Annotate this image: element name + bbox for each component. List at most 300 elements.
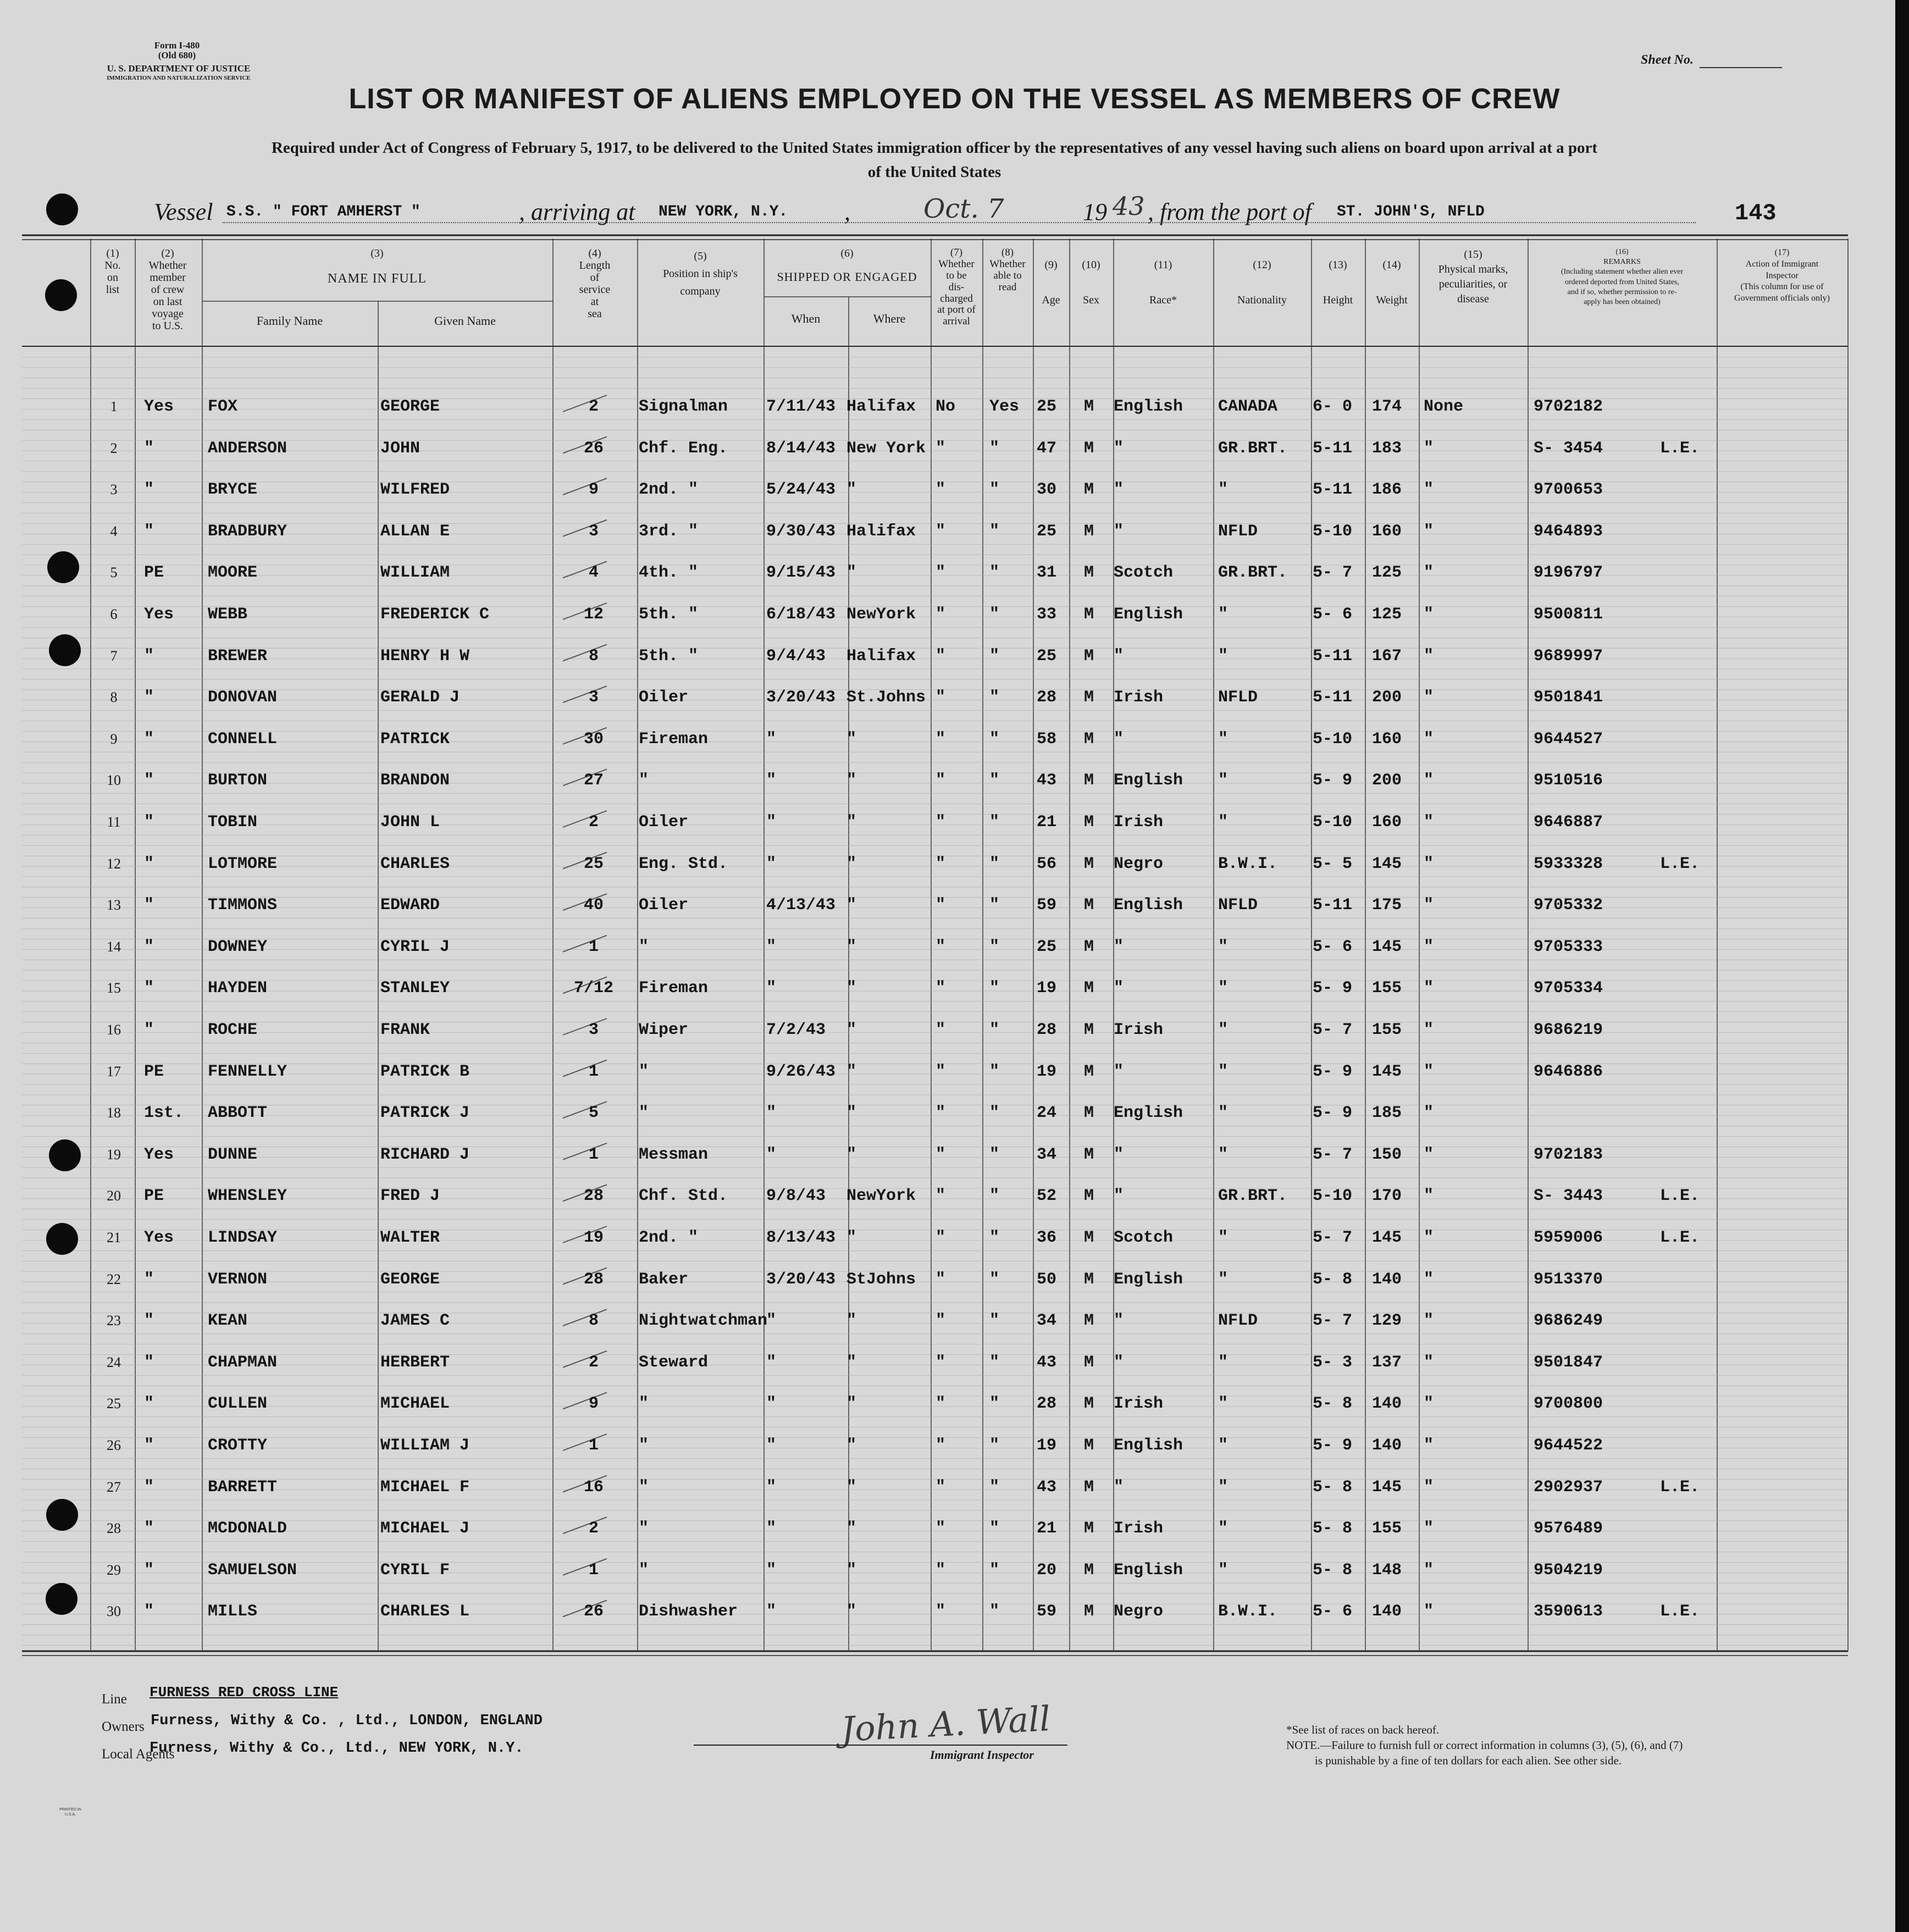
table-row	[0, 398, 1909, 417]
cell-sex: M	[1084, 646, 1094, 666]
arrival-date: Oct. 7	[923, 193, 1004, 224]
cell-given: GEORGE	[380, 1270, 440, 1289]
cell-age: 31	[1037, 563, 1057, 583]
cell-position: Steward	[639, 1353, 709, 1372]
cell-service: 1	[588, 1560, 599, 1580]
cell-read: Yes	[989, 397, 1020, 416]
cell-given: JAMES C	[380, 1311, 450, 1331]
cell-race: English	[1114, 771, 1183, 790]
cell-member: "	[144, 522, 154, 541]
cell-where: "	[846, 1394, 857, 1414]
cell-weight: 145	[1372, 937, 1402, 956]
cell-height: 5-11	[1313, 480, 1353, 500]
cell-member: "	[144, 1270, 154, 1289]
header-col-13: (13) Height	[1323, 259, 1353, 306]
cell-disch: "	[936, 1062, 946, 1081]
cell-given: GEORGE	[380, 397, 440, 416]
cell-when: 9/15/43	[766, 563, 836, 583]
cell-family: ABBOTT	[208, 1104, 268, 1123]
cell-sex: M	[1084, 605, 1094, 624]
local-agents-value: Furness, Withy & Co., Ltd., NEW YORK, N.Y.	[150, 1740, 524, 1757]
cell-marks: "	[1424, 1062, 1434, 1081]
line-value: FURNESS RED CROSS LINE	[150, 1684, 339, 1701]
table-row	[0, 856, 1909, 874]
cell-nat: "	[1218, 813, 1229, 832]
cell-service: 4	[588, 563, 599, 583]
row-number: 8	[110, 689, 118, 706]
table-row	[0, 523, 1909, 542]
cell-nat: "	[1218, 1394, 1229, 1414]
cell-sex: M	[1084, 1560, 1094, 1580]
cell-disch: "	[936, 1602, 946, 1621]
cell-given: FRANK	[380, 1021, 430, 1039]
cell-race: "	[1114, 1353, 1124, 1372]
cell-weight: 186	[1372, 480, 1402, 500]
cell-read: "	[989, 522, 1000, 541]
cell-given: PATRICK	[380, 729, 450, 749]
cell-age: 34	[1037, 1145, 1057, 1164]
cell-remarks: 9576489	[1534, 1519, 1603, 1538]
header-col-5: (5) Position in ship's company	[663, 250, 738, 297]
cell-where: Halifax	[846, 397, 916, 416]
cell-member: "	[144, 1477, 154, 1497]
cell-position: "	[639, 771, 649, 790]
cell-member: "	[144, 937, 154, 956]
cell-nat: "	[1218, 1560, 1229, 1580]
cell-given: CYRIL F	[380, 1560, 450, 1580]
cell-sex: M	[1084, 1436, 1094, 1455]
cell-age: 52	[1037, 1187, 1057, 1206]
header-col-4: (4) Length of service at sea	[579, 247, 611, 320]
row-number: 27	[107, 1479, 121, 1495]
cell-disch: "	[936, 1519, 946, 1538]
cell-when: "	[766, 1311, 777, 1331]
cell-race: English	[1114, 1270, 1183, 1289]
cell-member: "	[144, 1021, 154, 1039]
cell-position: Wiper	[639, 1021, 689, 1039]
cell-given: WILLIAM	[380, 563, 450, 583]
header-name-in-full: NAME IN FULL	[328, 272, 427, 286]
cell-position: Messman	[639, 1145, 709, 1164]
cell-service: 3	[588, 1021, 599, 1039]
cell-nat: "	[1218, 1062, 1229, 1081]
cell-height: 5-10	[1313, 729, 1353, 749]
cell-weight: 175	[1372, 896, 1402, 915]
cell-weight: 155	[1372, 1519, 1402, 1538]
inspector-signature: John A. Wall	[840, 1698, 1052, 1750]
row-number: 30	[107, 1603, 121, 1620]
table-row	[0, 1354, 1909, 1373]
cell-remarks: 9702183	[1534, 1145, 1603, 1164]
table-row	[0, 1437, 1909, 1456]
cell-read: "	[989, 1104, 1000, 1123]
cell-sex: M	[1084, 480, 1094, 500]
cell-nat: NFLD	[1218, 688, 1258, 707]
cell-position: 2nd. "	[639, 1228, 699, 1247]
cell-where: "	[846, 1145, 857, 1164]
header-col-10: (10) Sex	[1082, 259, 1100, 306]
cell-remarks: S- 3454	[1534, 439, 1603, 458]
row-number: 23	[107, 1313, 121, 1329]
cell-age: 28	[1037, 1021, 1057, 1039]
cell-remarks: 3590613	[1534, 1602, 1603, 1621]
cell-service: 25	[583, 854, 604, 873]
cell-when: 3/20/43	[766, 1270, 836, 1289]
cell-family: ANDERSON	[208, 439, 287, 458]
cell-read: "	[989, 1353, 1000, 1372]
cell-sex: M	[1084, 1062, 1094, 1081]
cell-given: PATRICK J	[380, 1104, 470, 1123]
row-number: 26	[107, 1437, 121, 1453]
list-number: 143	[1735, 200, 1777, 226]
cell-weight: 183	[1372, 439, 1402, 458]
row-number: 19	[107, 1146, 121, 1162]
cell-member: PE	[144, 1062, 164, 1081]
local-agents-label: Local Agents	[102, 1747, 175, 1762]
cell-disch: "	[936, 1311, 946, 1331]
cell-member: PE	[144, 563, 164, 583]
cell-remarks: 9644522	[1534, 1436, 1603, 1455]
cell-sex: M	[1084, 397, 1094, 416]
cell-when: "	[766, 937, 777, 956]
punch-hole	[49, 634, 81, 666]
cell-nat: "	[1218, 937, 1229, 956]
arriving-label: , arriving at	[519, 198, 635, 225]
cell-weight: 145	[1372, 1477, 1402, 1497]
cell-height: 5- 8	[1313, 1560, 1353, 1580]
cell-race: Irish	[1114, 1519, 1164, 1538]
cell-weight: 148	[1372, 1560, 1402, 1580]
cell-disch: "	[936, 729, 946, 749]
punch-hole	[46, 1583, 78, 1615]
cell-member: "	[144, 1394, 154, 1414]
cell-nat: "	[1218, 1228, 1229, 1247]
cell-height: 5- 7	[1313, 563, 1353, 583]
cell-disch: "	[936, 439, 946, 458]
cell-sex: M	[1084, 937, 1094, 956]
cell-family: TIMMONS	[208, 896, 278, 915]
cell-position: Signalman	[639, 397, 728, 416]
cell-family: DONOVAN	[208, 688, 278, 707]
cell-age: 36	[1037, 1228, 1057, 1247]
cell-race: Scotch	[1114, 563, 1174, 583]
cell-read: "	[989, 1062, 1000, 1081]
cell-marks: "	[1424, 1602, 1434, 1621]
table-row	[0, 648, 1909, 667]
cell-height: 5-11	[1313, 896, 1353, 915]
cell-sex: M	[1084, 896, 1094, 915]
cell-position: Chf. Eng.	[639, 439, 728, 458]
cell-family: HAYDEN	[208, 979, 268, 998]
cell-nat: "	[1218, 729, 1229, 749]
cell-position: "	[639, 1062, 649, 1081]
cell-read: "	[989, 1560, 1000, 1580]
cell-disch: "	[936, 605, 946, 624]
cell-remarks: 9644527	[1534, 729, 1603, 749]
row-number: 6	[110, 606, 118, 622]
cell-family: CROTTY	[208, 1436, 268, 1455]
cell-weight: 155	[1372, 979, 1402, 998]
header-col-1: (1) No. on list	[104, 247, 121, 296]
department-label: U. S. DEPARTMENT OF JUSTICE	[107, 63, 251, 74]
inspector-label: Immigrant Inspector	[930, 1748, 1034, 1762]
row-number: 5	[110, 564, 118, 581]
cell-when: 6/18/43	[766, 605, 836, 624]
row-number: 22	[107, 1271, 121, 1287]
cell-service: 3	[588, 522, 599, 541]
scan-border-right	[1895, 0, 1909, 1932]
table-row	[0, 481, 1909, 500]
cell-disch: "	[936, 1477, 946, 1497]
cell-read: "	[989, 813, 1000, 832]
cell-remarks: 5959006	[1534, 1228, 1603, 1247]
cell-given: WALTER	[380, 1228, 440, 1247]
cell-disch: "	[936, 854, 946, 873]
cell-given: JOHN	[380, 439, 420, 458]
cell-marks: "	[1424, 1560, 1434, 1580]
cell-age: 33	[1037, 605, 1057, 624]
punch-hole	[45, 279, 77, 311]
cell-le: L.E.	[1660, 1602, 1700, 1621]
row-number: 3	[110, 481, 118, 498]
cell-family: MOORE	[208, 563, 258, 583]
service-label: IMMIGRATION AND NATURALIZATION SERVICE	[107, 75, 251, 81]
cell-remarks: 9510516	[1534, 771, 1603, 790]
cell-position: "	[639, 1477, 649, 1497]
row-number: 14	[107, 938, 121, 955]
cell-height: 6- 0	[1313, 397, 1353, 416]
cell-given: HERBERT	[380, 1353, 450, 1372]
cell-when: "	[766, 1145, 777, 1164]
cell-disch: "	[936, 1353, 946, 1372]
cell-read: "	[989, 771, 1000, 790]
cell-where: "	[846, 480, 857, 500]
cell-height: 5- 6	[1313, 1602, 1353, 1621]
cell-service: 28	[583, 1187, 604, 1206]
cell-marks: "	[1424, 1270, 1434, 1289]
comma-1: ,	[844, 198, 850, 225]
cell-marks: "	[1424, 1187, 1434, 1206]
cell-given: JOHN L	[380, 813, 440, 832]
cell-service: 2	[588, 397, 599, 416]
header-shipped-engaged: SHIPPED OR ENGAGED	[777, 270, 917, 284]
cell-weight: 150	[1372, 1145, 1402, 1164]
cell-le: L.E.	[1660, 1187, 1700, 1206]
cell-nat: NFLD	[1218, 896, 1258, 915]
cell-nat: NFLD	[1218, 1311, 1258, 1331]
row-number: 29	[107, 1562, 121, 1578]
cell-position: 5th. "	[639, 605, 699, 624]
cell-nat: "	[1218, 646, 1229, 666]
cell-nat: "	[1218, 1436, 1229, 1455]
cell-sex: M	[1084, 813, 1094, 832]
cell-remarks: 9464893	[1534, 522, 1603, 541]
arriving-port: NEW YORK, N.Y.	[659, 203, 788, 220]
cell-disch: "	[936, 937, 946, 956]
cell-member: "	[144, 813, 154, 832]
cell-where: StJohns	[846, 1270, 916, 1289]
cell-height: 5- 9	[1313, 979, 1353, 998]
row-number: 20	[107, 1188, 121, 1204]
cell-read: "	[989, 605, 1000, 624]
header-col-2: (2) Whether member of crew on last voyage to U.S.	[148, 247, 187, 332]
cell-member: "	[144, 1311, 154, 1331]
cell-position: Dishwasher	[639, 1602, 738, 1621]
cell-service: 2	[588, 813, 599, 832]
cell-where: "	[846, 1021, 857, 1039]
header-given-name: Given Name	[434, 314, 496, 328]
cell-disch: "	[936, 1021, 946, 1039]
cell-le: L.E.	[1660, 1228, 1700, 1247]
cell-when: 4/13/43	[766, 896, 836, 915]
cell-read: "	[989, 1436, 1000, 1455]
cell-read: "	[989, 937, 1000, 956]
cell-disch: "	[936, 1187, 946, 1206]
table-row	[0, 1147, 1909, 1165]
cell-height: 5- 5	[1313, 854, 1353, 873]
cell-age: 59	[1037, 1602, 1057, 1621]
row-number: 11	[107, 814, 121, 830]
cell-service: 1	[588, 1145, 599, 1164]
cell-race: "	[1114, 729, 1124, 749]
cell-height: 5- 6	[1313, 605, 1353, 624]
table-row	[0, 440, 1909, 459]
cell-weight: 170	[1372, 1187, 1402, 1206]
cell-family: WHENSLEY	[208, 1187, 287, 1206]
cell-where: "	[846, 854, 857, 873]
header-col-16: (16) REMARKS (Including statement whether alien ever ordered deported from United States, and if so, whether permission to re- apply has been obtained)	[1561, 248, 1684, 306]
cell-family: LOTMORE	[208, 854, 278, 873]
line-label: Line	[102, 1692, 127, 1707]
cell-read: "	[989, 729, 1000, 749]
punch-hole	[46, 1499, 78, 1531]
cell-service: 9	[588, 480, 599, 500]
cell-race: "	[1114, 439, 1124, 458]
cell-given: ALLAN E	[380, 522, 450, 541]
header-col-12: (12) Nationality	[1237, 259, 1287, 306]
cell-height: 5-10	[1313, 813, 1353, 832]
cell-height: 5-11	[1313, 688, 1353, 707]
cell-service: 28	[583, 1270, 604, 1289]
cell-height: 5-11	[1313, 439, 1353, 458]
cell-given: BRANDON	[380, 771, 450, 790]
cell-race: Negro	[1114, 1602, 1164, 1621]
cell-service: 26	[583, 439, 604, 458]
cell-read: "	[989, 1394, 1000, 1414]
cell-marks: "	[1424, 729, 1434, 749]
cell-service: 1	[588, 937, 599, 956]
header-where: Where	[873, 312, 906, 325]
cell-race: Irish	[1114, 1021, 1164, 1039]
cell-disch: "	[936, 1560, 946, 1580]
cell-read: "	[989, 480, 1000, 500]
cell-age: 34	[1037, 1311, 1057, 1331]
cell-read: "	[989, 1519, 1000, 1538]
cell-read: "	[989, 1228, 1000, 1247]
cell-position: "	[639, 937, 649, 956]
cell-remarks: 5933328	[1534, 854, 1603, 873]
cell-family: FOX	[208, 397, 238, 416]
cell-service: 8	[588, 1311, 599, 1331]
cell-age: 19	[1037, 979, 1057, 998]
cell-marks: "	[1424, 1436, 1434, 1455]
punch-hole	[46, 193, 78, 225]
cell-nat: B.W.I.	[1218, 854, 1278, 873]
cell-race: Scotch	[1114, 1228, 1174, 1247]
cell-height: 5-10	[1313, 522, 1353, 541]
cell-disch: "	[936, 522, 946, 541]
printer-mark: PRINTED IN U.S.A.	[59, 1808, 81, 1817]
cell-read: "	[989, 1602, 1000, 1621]
cell-where: "	[846, 771, 857, 790]
cell-read: "	[989, 439, 1000, 458]
cell-given: STANLEY	[380, 979, 450, 998]
cell-race: "	[1114, 1145, 1124, 1164]
cell-service: 1	[588, 1062, 599, 1081]
cell-where: NewYork	[846, 1187, 916, 1206]
race-note: *See list of races on back hereof.	[1286, 1723, 1440, 1736]
cell-service: 16	[583, 1477, 604, 1497]
cell-where: "	[846, 563, 857, 583]
cell-family: MCDONALD	[208, 1519, 287, 1538]
cell-sex: M	[1084, 563, 1094, 583]
cell-family: BRADBURY	[208, 522, 287, 541]
cell-height: 5- 3	[1313, 1353, 1353, 1372]
cell-when: 8/13/43	[766, 1228, 836, 1247]
cell-height: 5- 6	[1313, 937, 1353, 956]
cell-read: "	[989, 563, 1000, 583]
from-port-label: , from the port of	[1148, 198, 1312, 225]
cell-given: WILFRED	[380, 480, 450, 500]
cell-nat: "	[1218, 979, 1229, 998]
header-col-17: (17) Action of Immigrant Inspector (This column for use of Government officials only)	[1734, 248, 1830, 303]
cell-race: English	[1114, 1104, 1183, 1123]
cell-family: VERNON	[208, 1270, 268, 1289]
cell-weight: 140	[1372, 1270, 1402, 1289]
header-col-8: (8) Whether able to read	[989, 247, 1026, 293]
header-family-name: Family Name	[256, 314, 323, 328]
cell-family: FENNELLY	[208, 1062, 287, 1081]
cell-remarks: 9500811	[1534, 605, 1603, 624]
cell-where: New York	[846, 439, 926, 458]
cell-marks: "	[1424, 1311, 1434, 1331]
cell-remarks: 9700653	[1534, 480, 1603, 500]
cell-weight: 140	[1372, 1602, 1402, 1621]
cell-nat: "	[1218, 1353, 1229, 1372]
cell-weight: 155	[1372, 1021, 1402, 1039]
cell-family: CHAPMAN	[208, 1353, 278, 1372]
cell-position: "	[639, 1394, 649, 1414]
cell-sex: M	[1084, 1602, 1094, 1621]
cell-race: English	[1114, 605, 1183, 624]
cell-disch: "	[936, 1104, 946, 1123]
cell-marks: "	[1424, 854, 1434, 873]
cell-weight: 167	[1372, 646, 1402, 666]
cell-member: 1st.	[144, 1104, 184, 1123]
cell-height: 5- 9	[1313, 771, 1353, 790]
cell-height: 5- 9	[1313, 1104, 1353, 1123]
row-number: 18	[107, 1105, 121, 1121]
row-number: 9	[110, 730, 118, 747]
cell-read: "	[989, 1270, 1000, 1289]
cell-remarks: 9689997	[1534, 646, 1603, 666]
cell-where: "	[846, 1477, 857, 1497]
cell-when: "	[766, 1602, 777, 1621]
cell-position: 3rd. "	[639, 522, 699, 541]
cell-le: L.E.	[1660, 1477, 1700, 1497]
cell-weight: 140	[1372, 1436, 1402, 1455]
cell-given: GERALD J	[380, 688, 460, 707]
